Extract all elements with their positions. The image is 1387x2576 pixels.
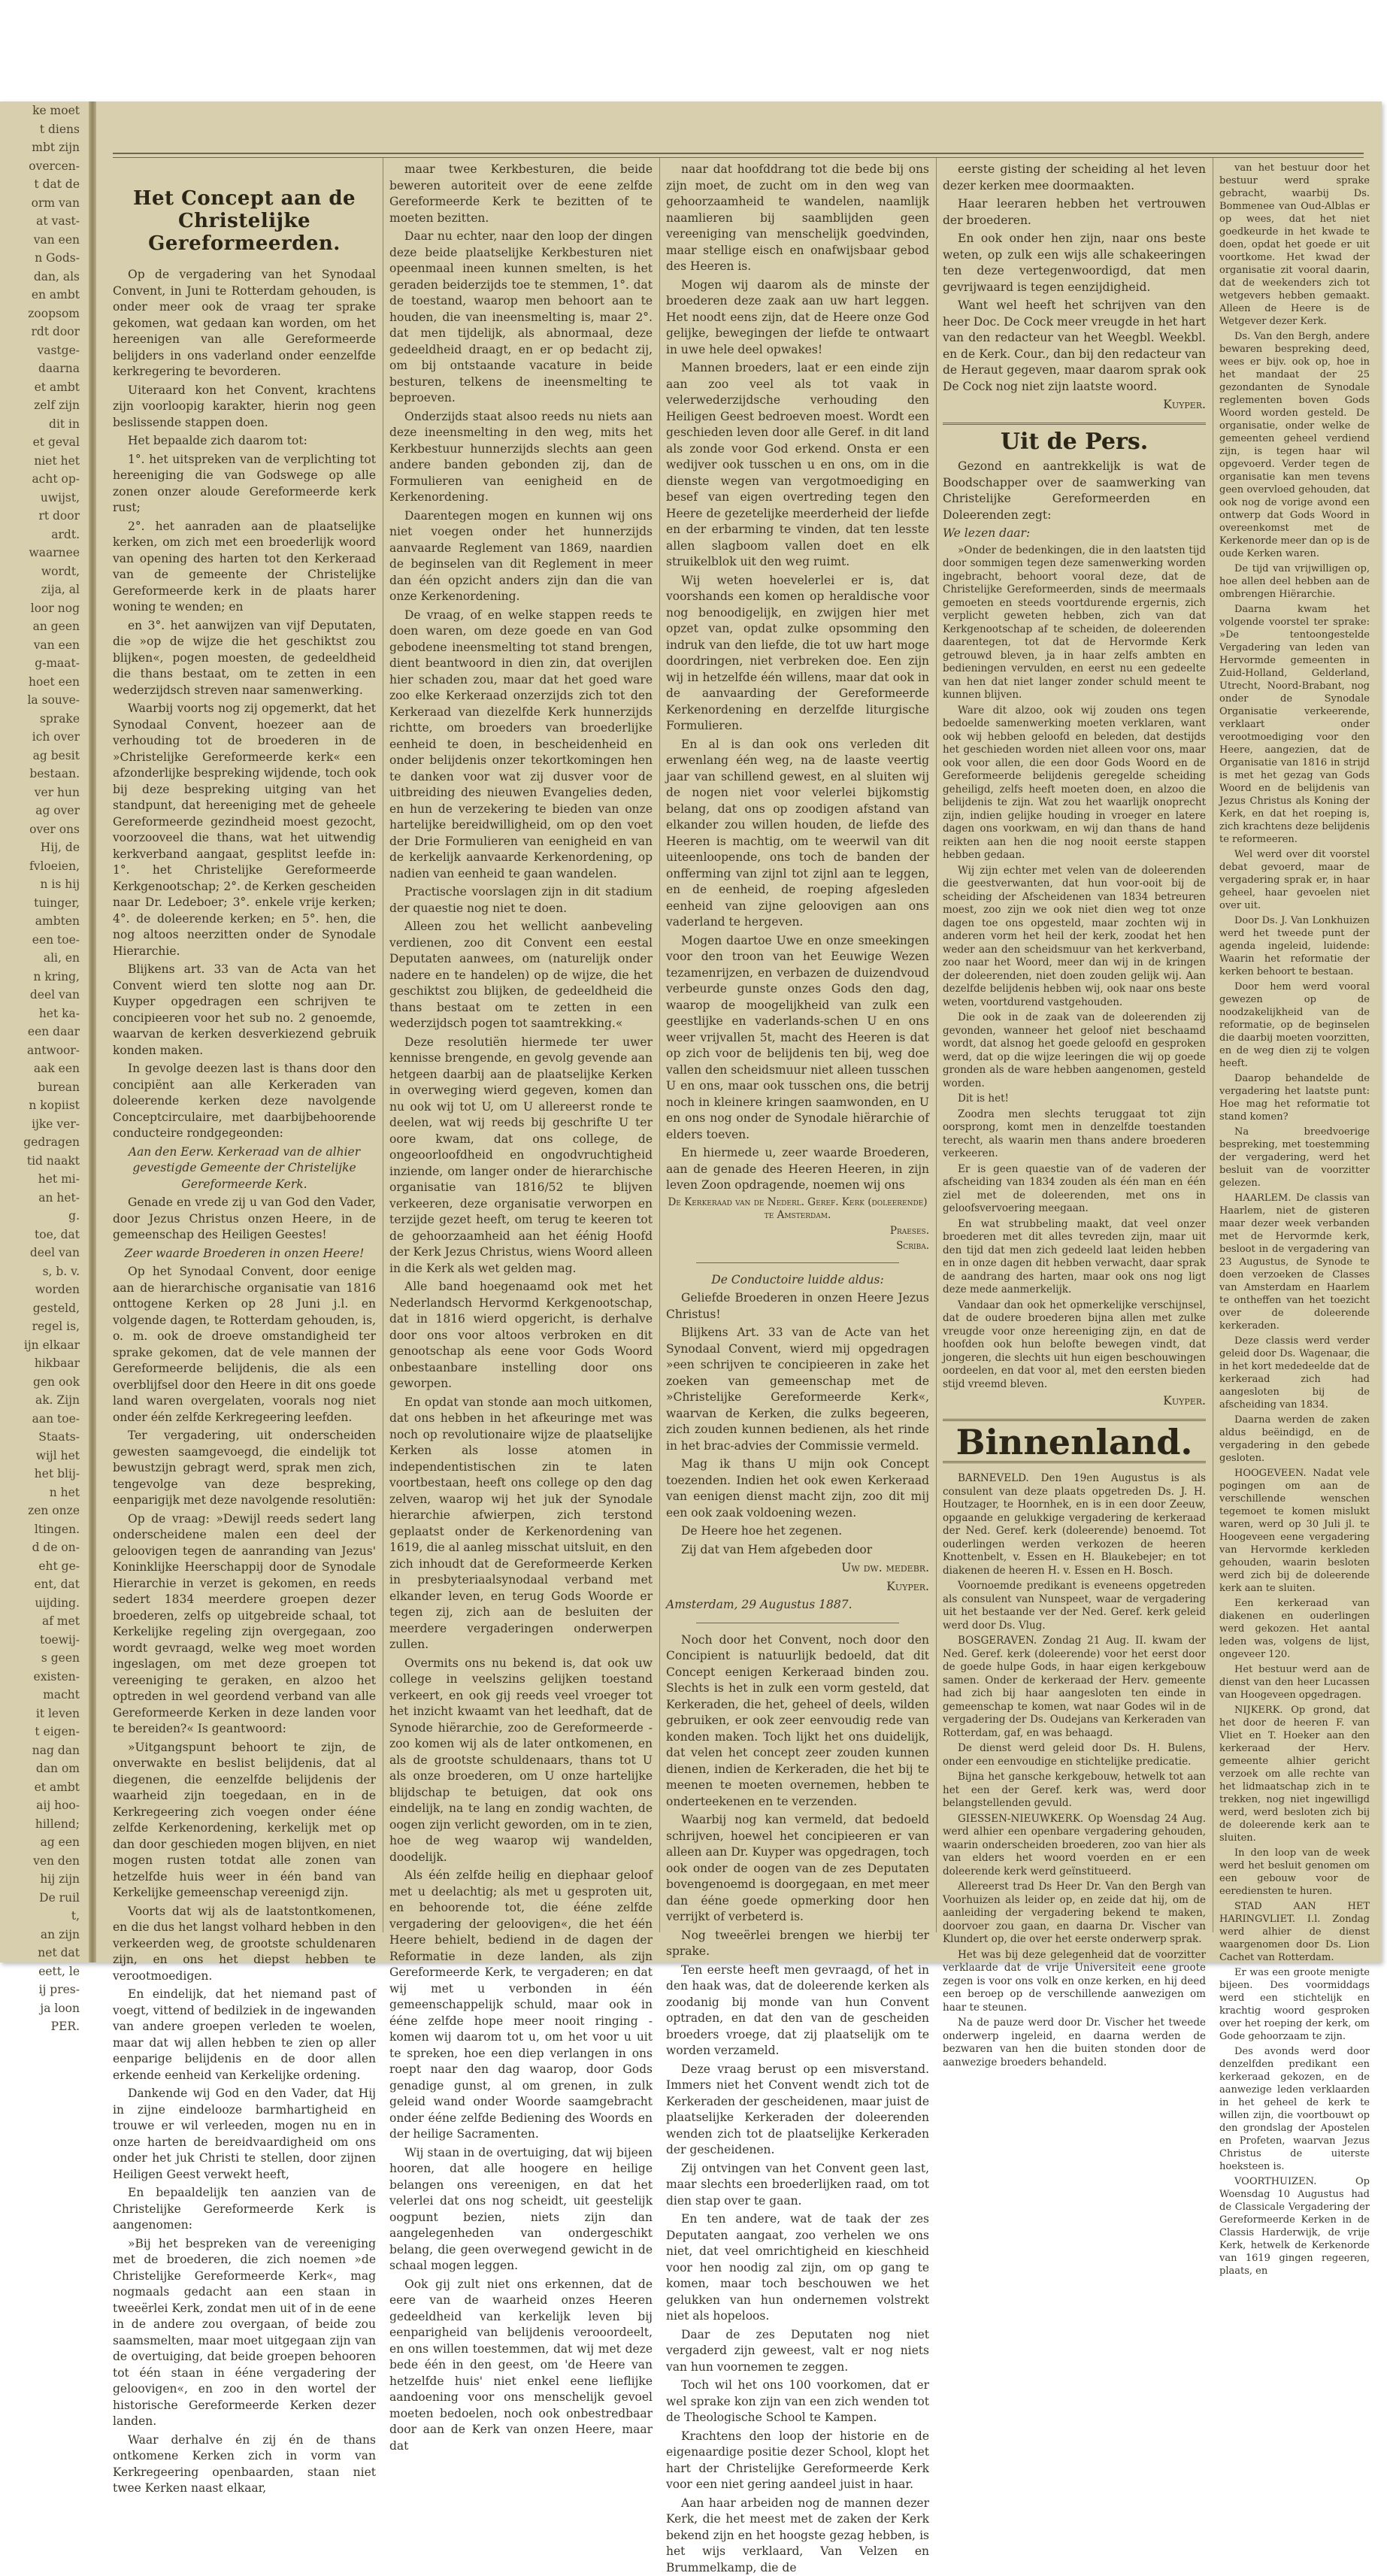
binnenland-paragraph: Door Ds. J. Van Lonkhuizen werd het tweede punt der agenda ingeleid, luidende: Waarin het reformatie der kerken behoort te bestaan. [1219, 914, 1370, 978]
margin-fragment: loor nog [0, 599, 84, 618]
column-2 [389, 162, 653, 1936]
margin-fragment: at vast- [0, 212, 84, 231]
pers-quote-paragraph: Vandaar dan ook het opmerkelijke verschijnsel, dat de oudere broederen bijna allen met zulke vreugde voor onze hereeniging zijn, en dat de hoofden ook hun belofte bewegen vindt, dat jongeren, die slechts uit hun eigen beschouwingen oordeelen, en dat voor al, met den eersten bieden stijd vreemd bleven. [943, 1299, 1206, 1392]
binnenland-paragraph: Daarna werden de zaken aldus beëindigd, en de vergadering in den gebede gesloten. [1219, 1414, 1370, 1465]
margin-fragment: ich over [0, 728, 84, 747]
article-paragraph: Daar de zes Deputaten nog niet vergaderd zijn geweest, valt er nog niets van hun voornemen te zeggen. [666, 2327, 929, 2376]
article-paragraph: En al is dan ook ons verleden dit erwenlang één weg, na de laaste veertig jaar van schillend gewest, en al sluiten wij de nogen niet voor velerlei bijkomstig belang, dat ons op zoodigen afstand van elkander zou willen houden, de liefde des Heeren is machtig, om te weerwil van dit uiteenloopende, ons toch de banden der onfferming van zijnl tot zijnl aan te leggen, en de eenheid, de roeping afgesleden eenheid van zijne geloovigen aan ons vaderland te hergeven. [666, 737, 929, 931]
margin-fragment: hij zijn [0, 1870, 84, 1889]
binnenland-paragraph: Daarop behandelde de vergadering het laatste punt: Hoe mag het reformatie tot stand komen? [1219, 1072, 1370, 1123]
margin-fragment: an geen [0, 617, 84, 636]
column-rule [659, 158, 660, 1932]
margin-fragment: s, b. v. [0, 1262, 84, 1281]
binnenland-paragraph: HAARLEM. De classis van Haarlem, niet de gisteren maar dezer week verbanden met de Hervormde kerk, besloot in de vergadering van 23 Augustus, de Synode te doen verzoeken de Classes van Amsterdam en Haarlem te ontheffen van het toezicht over de doleerende kerkeraden. [1219, 1192, 1370, 1332]
page-fold [89, 102, 96, 1962]
article-paragraph: Zij ontvingen van het Convent geen last, maar slechts een broederlijken raad, om tot dien stap over te gaan. [666, 2161, 929, 2210]
margin-fragment: eht ge- [0, 1557, 84, 1576]
article-paragraph: En eindelijk, dat het niemand past of voegt, vittend of bedilziek in de ingewanden van andere groepen verleden te woelen, maar dat wij allen hebben te zien op aller eenparige belijdenis en de door allen erkende eenheid van Kerkelijke ordening. [113, 1987, 376, 2084]
article-paragraph: Practische voorslagen zijn in dit stadium der quaestie nog niet te doen. [389, 884, 653, 917]
margin-fragment: s geen [0, 1649, 84, 1668]
margin-fragment: ven den [0, 1852, 84, 1871]
article-paragraph: Ter vergadering, uit onderscheiden gewesten saamgevoegd, die eindelijk tot bewustzijn gebragt werd, sprak men zich, tengevolge van deze bespreking, eenparigijk met deze navolgende resolutiën: [113, 1428, 376, 1509]
article-paragraph: Onderzijds staat alsoo reeds nu niets aan deze ineensmelting in den weg, mits het Kerkbestuur hunnerzijds slechts aan geen andere banden gebonden zij, dan de Formulieren van eenigheid en de Kerkenordening. [389, 409, 653, 506]
article-paragraph: Haar leeraren hebben het vertrouwen der broederen. [943, 196, 1206, 229]
margin-fragment: daarna [0, 359, 84, 378]
article-paragraph: En hiermede u, zeer waarde Broederen, aan de genade des Heeren Heeren, in zijn leven Zoon opdragende, noemen wij ons [666, 1145, 929, 1194]
margin-fragment: niet het [0, 452, 84, 471]
margin-fragment: wordt, [0, 562, 84, 581]
article-paragraph: Daar nu echter, naar den loop der dingen deze beide plaatselijke Kerkbesturen niet opeenmaal ineen kunnen smelten, is het geraden beiderzijds toe te stemmen, 1°. dat de toestand, waarop men behoort aan te houden, die van ineensmelting is, maar 2°. dat men tijdelijk, als abnormaal, deze gedeeldheid draagt, en er op bedacht zij, om bij ontstaande vacature in beide besturen, telkens de ineensmelting te beproeven. [389, 229, 653, 407]
margin-fragment: d de on- [0, 1538, 84, 1557]
binnenland-paragraph: Ds. Van den Bergh, andere bewaren bespreking deed, wees er bijv. ook op, hoe in het mandaat der 25 gezondanten de Synodale reglementen boven Gods Woord worden gesteld. De organisatie, onder welke de gemeenten geheel verdiend zijn, is tegen haar wil opgevoerd. Verder tegen de organisatie kan men tevens geen overvloed gehouden, dat ook nog de vorige avond een ontwerp dat Gods Woord in overeenkomst met de Kerkenorde meer dan op is de oude Kerken waren. [1219, 330, 1370, 560]
article-paragraph: Deze resolutiën hiermede ter uwer kennisse brengende, en gevolg gevende aan hetgeen daarbij aan de plaatselijke Kerken in overweging wierd gegeven, komen dan nu ook wij tot U, om U allereerst ronde te deelen, wat wij reeds bij geschrifte U ter oore kwam, dat ons college, de ongeoorloofdheid en ongodvruchtigheid inziende, om langer onder de hierarchische organisatie van 1816/52 te blijven verkeeren, deze organisatie verworpen en terzijde gezet heeft, om terug te keeren tot de gehoorzaamheid aan het éénig Hoofd der Kerk Jezus Christus, wiens Woord alleen in die Kerk als wet gelden mag. [389, 1035, 653, 1277]
margin-fragment: hikbaar [0, 1354, 84, 1373]
margin-fragment: t diens [0, 120, 84, 139]
margin-fragment: sprake [0, 710, 84, 729]
section-heading-uit-de-pers: Uit de Pers. [943, 434, 1206, 450]
margin-fragment: Hij, de [0, 838, 84, 857]
binnenland-paragraph: GIESSEN-NIEUWKERK. Op Woensdag 24 Aug. werd alhier een openbare vergadering gehouden, waarin onderscheiden broederen, zoo van hier als van elders het woord voerden en er een doleerende kerk werd geïnstitueerd. [943, 1813, 1206, 1879]
article-paragraph: Ten eerste heeft men gevraagd, of het in den haak was, dat de doleerende kerken als zoodanig bij monde van hun Convent optraden, en dat den van de gescheiden broeders vroege, dat zij plaatselijk om te worden verzameld. [666, 1962, 929, 2059]
conductoire-paragraph: Blijkens Art. 33 van de Acte van het Synodaal Convent, wierd mij opgedragen »een schrijven te concipieeren in zake het zoeken van gemeenschap met de »Christelijke Gereformeerde Kerk«, waarvan de Kerken, die zulks begeeren, zich zouden kunnen bedienen, als het rinde in het brac-advies der Commissie vermeld. [666, 1325, 929, 1454]
article-paragraph: Mogen daartoe Uwe en onze smeekingen voor den troon van het Eeuwige Wezen tezamenrijzen, en verbazen de duizendvoud verbeurde gunste onzes Gods den dag, waarop de moogelijkheid van zulk een geestlijke en vaderlands-schen U en ons weer vrijvallen 5t, macht des Heeren is dat op zich voor de belijdenis ten bij, weg doe vallen den scheidsmuur niet alleen tusschen U en ons, maar ook tusschen ons, die betrij noch in kleinere kringen saamwonden, en U en ons nog onder de Synodale hiërarchie of elders toeven. [666, 933, 929, 1144]
article-paragraph: Blijkens art. 33 van de Acta van het Convent wierd ten slotte nog aan Dr. Kuyper opgedragen een schrijven te concipieeren voor het sub no. 2 genoemde, waarvan de kerken desverkiezend gebruik konden maken. [113, 962, 376, 1059]
column-1 [113, 162, 376, 1936]
article-paragraph: 1°. het uitspreken van de verplichting tot hereeniging die van Godswege op alle zonen onzer aloude Gereformeerde kerk rust; [113, 452, 376, 517]
margin-fragment: De ruil [0, 1889, 84, 1908]
margin-fragment: ltingen. [0, 1520, 84, 1539]
article-paragraph: Mannen broeders, laat er een einde zijn aan zoo veel als tot vaak in velerwederzijdsche verhouding den Heiligen Geest bedroeven moest. Wordt een geschieden leven door alle Geref. in dit land als zonde voor God erkend. Onsta er een wedijver ook tusschen u en ons, om in die dienste wegen van vergotmoediging en besef van eigen overtreding tegen den Heere de gezetelijke meerderheid der liefde en der erbarming te vinden, dat ten lesste allen slagboom vallen doet en elk struikelblok uit den weg ruimt. [666, 360, 929, 571]
pers-quote-paragraph: Er is geen quaestie van of de vaderen der afscheiding van 1834 zouden als één man en één ziel met de doleerenden, met ons in geloofsvervoering meegaan. [943, 1163, 1206, 1216]
article-paragraph: Waarbij nog kan vermeld, dat bedoeld schrijven, hoewel het concipieeren er van alleen aan Dr. Kuyper was opgedragen, toch ook onder de oogen van de zes Deputaten bovengenoemd is doorgegaan, en met meer dan ééne goede opmerking door hen verrijkt of verbeterd is. [666, 1812, 929, 1926]
binnenland-paragraph: Bijna het gansche kerkgebouw, hetwelk tot aan het een der Geref. kerk was, werd door belangstellenden gevuld. [943, 1771, 1206, 1811]
margin-fragment: ambten [0, 912, 84, 931]
conductoire-paragraph: Zij dat van Hem afgebeden door [666, 1542, 929, 1559]
article-paragraph: naar dat hoofddrang tot die bede bij ons zijn moet, de zucht om in den weg van gehoorzaamheid te wandelen, naamlijk naamlieren bij saamblijden geen vereeniging van menschelijk goedvinden, maar stellige eisch en onafwijsbaar gebod des Heeren is. [666, 162, 929, 275]
binnenland-paragraph: BARNEVELD. Den 19en Augustus is als consulent van deze plaats opgetreden Ds. J. H. Houtzager, te Hoornhek, en is in een door Zeeuw, opgaande en gelukkige vergadering de kerkeraad der Ned. Geref. kerk (doleerende) benoemd. Tot ouderlingen werden verkozen de heeren Knottenbelt, v. Essen en H. Blaukebejer; en tot diakenen de heeren H. v. Essen en H. Bosch. [943, 1472, 1206, 1577]
margin-fragment: it leven [0, 1705, 84, 1723]
conductoire-date: Amsterdam, 29 Augustus 1887. [666, 1597, 929, 1614]
margin-fragment: Staats- [0, 1428, 84, 1447]
margin-fragment: et ambt [0, 378, 84, 397]
article-paragraph: Wij staan in de overtuiging, dat wij bijeen hooren, dat alle hoogere en heilige belangen ons vereenigen, en dat het velerlei dat ons nog scheidt, uit geestelijk oogpunt bezien, niets zijn dan aangelegenheden van ondergeschikt belang, die geen overwegend gewicht in de schaal mogen leggen. [389, 2145, 653, 2274]
margin-fragment: overcen- [0, 157, 84, 176]
margin-fragment: eett, le [0, 1962, 84, 1981]
margin-fragment: van een [0, 636, 84, 655]
article-paragraph: Het bepaalde zich daarom tot: [113, 433, 376, 450]
binnenland-paragraph: De tijd van vrijwilligen op, hoe allen deel hebben aan de ombrengen Hiërarchie. [1219, 562, 1370, 601]
margin-fragment: zen onze [0, 1502, 84, 1520]
margin-fragment: net dat [0, 1944, 84, 1962]
margin-fragment: deel van [0, 1244, 84, 1262]
margin-fragment: n is hij [0, 875, 84, 894]
binnenland-paragraph: Wel werd over dit voorstel debat gevoerd, maar de vergadering sprak er, in haar geheel, haar gevoelen niet over uit. [1219, 848, 1370, 912]
article-paragraph: Waarbij voorts nog zij opgemerkt, dat het Synodaal Convent, hoezeer aan de verhouding tot de broederen in de »Christelijke Gereformeerde kerk« een afzonderlijke bespreking wijdende, toch ook bij deze bespreking uitging van het standpunt, dat hereeniging met de geheele Gereformeerde gezindheid moest gezocht, voorzooveel die thans, wat het uitwendig kerkverband aangaat, gesplitst leefde in: 1°. het Christelijke Gereformeerde Kerkgenootschap; 2°. de Kerken gescheiden naar Dr. Ledeboer; 3°. enkele vrije kerken; 4°. de doleerende kerken; en 5°. hen, die nog altoos neerzitten onder de Synodale Hierarchie. [113, 701, 376, 959]
margin-fragment: an zijn [0, 1926, 84, 1944]
binnenland-paragraph: Na de pauze werd door Dr. Vischer het tweede onderwerp ingeleid, en daarna werden de bezwaren van hen die buiten stonden door de aanwezige broeders behandeld. [943, 2017, 1206, 2069]
article-paragraph: Want wel heeft het schrijven van den heer Doc. De Cock meer vreugde in het hart van den redacteur van het Weegbl. Weekbl. en de Kerk. Cour., dan bij den redacteur van de Heraut gegeven, maar daarom sprak ook De Cock nog niet zijn laatste woord. [943, 298, 1206, 395]
article-paragraph: eerste gisting der scheiding al het leven dezer kerken mee doormaakten. [943, 162, 1206, 194]
article-paragraph: Aan haar arbeiden nog de mannen dezer Kerk, die het meest met de zaken der Kerk bekend zijn en het hoogste gezag hebben, is het wijs verklaard, Van Velzen en Brummelkamp, die de [666, 2496, 929, 2576]
article-paragraph: En ten andere, wat de taak der zes Deputaten aangaat, zoo verhelen we ons niet, dat veel omrichtigheid en kieschheid voor hen noodig zal zijn, om op gang te komen, maar toch beschouwen we het gelukken van hun ondernemen volstrekt niet als hopeloos. [666, 2211, 929, 2325]
margin-fragment: zija, al [0, 580, 84, 599]
conductoire-paragraph: De Heere hoe het zegenen. [666, 1523, 929, 1540]
binnenland-paragraph: Het bestuur werd aan de dienst van den heer Lucassen van Hoogeveen opgedragen. [1219, 1663, 1370, 1702]
article-paragraph: maar twee Kerkbesturen, die beide beweren autoriteit over de eene zelfde Gereformeerde Kerk te bezitten of te moeten bezitten. [389, 162, 653, 226]
margin-fragment: ardt. [0, 526, 84, 544]
section-divider [943, 423, 1206, 425]
binnenland-paragraph: In den loop van de week werd het besluit genomen om een gebouw voor de eerediensten te huren. [1219, 1847, 1370, 1898]
margin-fragment: het blij- [0, 1465, 84, 1483]
margin-fragment: hoet een [0, 673, 84, 692]
margin-fragment: ag over [0, 802, 84, 820]
margin-fragment: aan toe- [0, 1410, 84, 1429]
article-salutation: Zeer waarde Broederen in onzen Heere! [113, 1246, 376, 1262]
binnenland-paragraph: Daarna kwam het volgende voorstel ter sprake: »De tentoongestelde Vergadering van leden van Hervormde gemeenten in Zuid-Holland, Gelderland, Utrecht, Noord-Brabant, nog onder de Synodale Organisatie verkeerende, verklaart onder verootmoediging voor den Heere, aangezien, dat de Organisatie van 1816 in strijd is met het gezag van Gods Woord en de belijdenis van Jezus Christus als Koning der Kerk, en dat het roeping is, zich krachtens deze belijdenis te reformeeren. [1219, 603, 1370, 846]
article-paragraph: »Uitgangspunt behoort te zijn, de onverwakte en beslist belijdenis, dat al diegenen, die eenzelfde belijdenis der waarheid zijn toegedaan, en in de Kerkregeering zich voegen onder ééne zelfde Kerkenordening, kerkelijk met op dan door geschieden mogen blijven, en niet mogen rusten totdat alle zonen van hetzelfde huis weer in één band van Kerkelijke gemeenschap vereenigd zijn. [113, 1740, 376, 1902]
article-paragraph: Dankende wij God en den Vader, dat Hij in zijne eindelooze barmhartigheid en trouwe er wil verleeden, mogen nu en in onze harten de bereidvaardigheid om ons onder het juk Christi te stellen, door zijnen Heiligen Geest verwekt heeft, [113, 2086, 376, 2183]
article-paragraph: Overmits ons nu bekend is, dat ook uw college in veelszins gelijken toestand verkeert, en ook gij reeds veel vroeger tot het inzicht kwaamt van het leedhaft, dat de Synode hiërarchie, zoo de Gereformeerde - zoo komen wij als de later ontkomenen, en als de grootste schuldenaars, thans tot U als onze broederen, om U onze hartelijke blijdschap te betuigen, dat ook ons eindelijk, na te lang en zondig wachten, de oogen zijn verlicht geworden, om in te zien, hoe de weg waarop wij wandelden, doodelijk. [389, 1656, 653, 1866]
margin-fragment: n het [0, 1483, 84, 1502]
pers-quote-paragraph: Dit is het! [943, 1093, 1206, 1106]
conductoire-heading: De Conductoire luidde aldus: [666, 1272, 929, 1289]
article-paragraph: De vraag, of en welke stappen reeds te doen waren, om deze goede en van God gebodene ineensmelting tot stand brengen, dient beantwoord in dien zin, dat overijlen hier schaden zou, maar dat het goed ware zoo elke Kerkeraad onzerzijds zich tot den Kerkeraad van diezelfde Kerk hunnerzijds richtte, om broeders van broederlijke eenheid te doen, in bescheidenheid en onder belijdenis onzer tekortkomingen hen te danken voor wat zij dusver voor de uitbreiding des nieuwen Evangelies deden, en hun de verzekering te bieden van onze hartelijke bereidwilligheid, om op den voet der Drie Formulieren van eenigheid en van de kerkelijk aanvaarde Kerkenordening, op nadien van eenheid te gaan wandelen. [389, 608, 653, 883]
binnenland-paragraph: Een kerkeraad van diakenen en ouderlingen werd gekozen. Het aantal leden was, volgens de lijst, ongeveer 120. [1219, 1597, 1370, 1661]
binnenland-paragraph: STAD AAN HET HARINGVLIET. I.l. Zondag werd alhier de dienst waargenomen door Ds. Lion Cachet van Rotterdam. [1219, 1900, 1370, 1964]
article-address: Aan den Eerw. Kerkeraad van de alhier gevestigde Gemeente der Christelijke Gereformeerde Kerk. [113, 1144, 376, 1193]
margin-fragment: n kopiist [0, 1096, 84, 1115]
margin-fragment: vastge- [0, 341, 84, 360]
pers-quote-paragraph: Die ook in de zaak van de doleerenden zij gevonden, wanneer het geloof niet beschaamd wordt, dat alsnog het goede geloofd en gesproken werd, dat op die wijze leeringen die wij op goede gronden als de ware hebben aangenomen, gesteld worden. [943, 1011, 1206, 1090]
article-paragraph: Wij weten hoevelerlei er is, dat voorshands een komen op heraldische voor nog benoodigelijk, en zwijgen hier met opzet van, opdat zulke opsomming den indruk van den liefde, die tot uw hart moge doordringen, niet verbreken doe. Een zijn wij in hetzelfde één willens, maar dat ook in de aanvaarding der Gereformeerde Kerkenordening en derzelfde liturgische Formulieren. [666, 573, 929, 735]
margin-fragment: een daar [0, 1023, 84, 1041]
margin-fragment: het mi- [0, 1170, 84, 1189]
margin-fragment: over ons [0, 820, 84, 839]
binnenland-paragraph: Allereerst trad Ds Heer Dr. Van den Bergh van Voorhuizen als leider op, en zeide dat hij, om de aanleiding der vergadering bekend te maken, doorvoer zou gaan, en daarna Dr. Vischer van Klundert op, die over het eerste onderwerp sprak. [943, 1880, 1206, 1947]
margin-fragment: et geval [0, 433, 84, 452]
margin-fragment: g. [0, 1207, 84, 1226]
margin-fragment: acht op- [0, 470, 84, 489]
margin-fragment: n kring, [0, 968, 84, 986]
article-paragraph: Ook gij zult niet ons erkennen, dat de eere van de waarheid onzes Heeren gedeeldheid van kerkelijk leven bij eenparigheid van belijdenis verooordeelt, en ons willen toestemmen, dat wij met deze bede één in den geest, om 'de Heere van hetzelfde huis' niet enkel eene lieflijke aandoening voor ons menschelijk gevoel moeten bedoelen, noch ook onbestredbaar door aan de Kerk van onzen Heere, maar dat [389, 2277, 653, 2455]
margin-fragment: g-maat- [0, 654, 84, 673]
margin-fragment: gen ook [0, 1373, 84, 1392]
margin-fragment: rt door [0, 507, 84, 526]
binnenland-paragraph: HOOGEVEEN. Nadat vele pogingen om aan de verschillende wenschen tegemoet te komen mislukt waren, werd op 30 Juli jl. te Hoogeveen eene vergadering van Hervormde kerkleden gehouden, waarin besloten werd zich bij de doleerende kerk aan te sluiten. [1219, 1467, 1370, 1595]
margin-fragment: ke moet [0, 102, 84, 120]
margin-fragment: ent, dat [0, 1575, 84, 1594]
pers-quote-paragraph: Ware dit alzoo, ook wij zouden ons tegen bedoelde samenwerking moeten verklaren, want ook wij hebben geloofd en beleden, dat destijds het geschieden worden niet alleen voor ons, maar ook voor allen, die een door Gods Woord en de Gereformeerde belijdenis geregelde scheiding geheiligd, zelfs heeft moeten doen, en alzoo die belijdenis te zijn. Wat zou het waarlijk onoprecht zijn, indien gelijke houding in vroeger en latere dagen ons voorkwam, en wij dan thans de hand reikten aan hen die nog nooit eerste stappen hebben gedaan. [943, 705, 1206, 862]
binnenland-paragraph: Voornoemde predikant is eveneens opgetreden als consulent van Nunspeet, waar de vergadering uit het bestaande ver der Ned. Geref. kerk geleid werd door Ds. Vlug. [943, 1580, 1206, 1632]
margin-fragment: rdt door [0, 323, 84, 341]
margin-fragment: dan om [0, 1759, 84, 1778]
signature-kuyper: Kuyper. [943, 397, 1206, 414]
binnenland-paragraph: De dienst werd geleid door Ds. H. Bulens, onder een eenvoudige en stichtelijke predicatie. [943, 1742, 1206, 1768]
column-5 [1219, 162, 1370, 1936]
article-paragraph: Alle band hoegenaamd ook met het Nederlandsch Hervormd Kerkgenootschap, dat in 1816 wierd opgericht, is derhalve door ons voor altoos verbroken en dit genootschap als eene voor Gods Woord onbestaanbare instelling door ons geworpen. [389, 1279, 653, 1393]
binnenland-paragraph: NIJKERK. Op grond, dat het door de heeren F. van Vliet en T. Hoeker aan den kerkeraad der Herv. gemeente alhier gericht verzoek om alle rechte van het lidmaatschap zich in te trekken, nog niet ingewilligd werd, werd besloten zich bij de doleerende kerk aan te sluiten. [1219, 1704, 1370, 1844]
pers-quote-paragraph: Wij zijn echter met velen van de doleerenden die geestverwanten, dat hun voor-ooit bij de scheiding der Afscheidenen van 1834 betreuren moest, zoo zijn we ook niet dien weg tot onze dagen toe ons opgesteld, maar zochten wij in anderen vorm het heil der kerk, zoodat het hen weder aan den scheidsmuur van het kerkverband, zoo naar het Woord, meer dan wij in de kringen der doleerenden, niet doen zouden gelijk wij. Aan dezelfde belijdenis hebben wij, ook naar ons beste weten, voortdurend vastgehouden. [943, 865, 1206, 1010]
article-paragraph: Mogen wij daarom als de minste der broederen deze zaak aan uw hart leggen. Het noodt eens zijn, dat de Heere onze God gelijke, bewegingen der liefde te ontwaart in uwe hele deel opwakes! [666, 277, 929, 359]
article-paragraph: En bepaaldelijk ten aanzien van de Christelijke Gereformeerde Kerk is aangenomen: [113, 2185, 376, 2234]
margin-fragment: dan, als [0, 268, 84, 286]
margin-fragment: et ambt [0, 1778, 84, 1797]
article-paragraph: Uiteraard kon het Convent, krachtens zijn voorloopig karakter, hierin nog geen beslissende stappen doen. [113, 383, 376, 432]
pers-quote-paragraph: En wat strubbeling maakt, dat veel onzer broederen met dit alles tevreden zijn, maar uit den tijd dat men zich gedeeld laat leiden hebben en in onze dagen dit hebben verwacht, daar sprak de aandrang des harten, maar ook ons nog ligt deze mede aanmerkelijk. [943, 1218, 1206, 1297]
margin-fragment: zoopsom [0, 305, 84, 323]
margin-fragment: an het- [0, 1189, 84, 1208]
article-paragraph: Als één zelfde heilig en diephaar geloof met u deelachtig; als met u gesproten uit, en behoorende tot, die ééne zelfde vergadering der geloovigen«, die het één Heere behielt, bediend in de dagen der Reformatie in deze landen, als zijn Gereformeerde Kerk, te vergaderen; en dat wij met u verbonden in één gemeenschappelijk schuld, maar ook in ééne zelfde hope meer nooit ringing - komen wij daarom tot u, om het voor u uit te spreken, hoe een diep verlangen in ons roept naar den dag waarop, door Gods genadige gunst, al om grenen, in zulk geleid wand onder Woorde saamgebracht onder ééne zelfde Bediening des Woords en der heilige Sacramenten. [389, 1868, 653, 2143]
conductoire-paragraph: Mag ik thans U mijn ook Concept toezenden. Indien het ook ewen Kerkeraad van eenigen dienst macht zijn, zoo dit mij een ook zaak voldoening wezen. [666, 1456, 929, 1521]
article-paragraph: Toch wil het ons 100 voorkomen, dat er wel sprake kon zijn van een zich wenden tot de Theologische School te Kampen. [666, 2377, 929, 2426]
margin-fragment: antwoor- [0, 1041, 84, 1060]
margin-fragment: en ambt [0, 286, 84, 305]
article-paragraph: Deze vraag berust op een misverstand. Immers niet het Convent wendt zich tot de Kerkeraden der gescheidenen, maar juist de plaatselijke Kerkeraden der doleerenden wenden zich tot de plaatselijke Kerkeraden der gescheidenen. [666, 2062, 929, 2159]
margin-fragment: t dat de [0, 175, 84, 194]
column-rule [936, 158, 937, 1932]
article-paragraph: In gevolge deezen last is thans door den concipiënt aan alle Kerkeraden van doleerende kerken deze navolgende Conceptcirculaire, met daarbijbehoorende conducteire rondgegeonden: [113, 1061, 376, 1142]
article-paragraph: Waar derhalve én zij én de thans ontkomene Kerken zich in vorm van Kerkregeering openbaarden, staan niet twee Kerken naast elkaar, [113, 2432, 376, 2497]
margin-fragment: gedragen [0, 1133, 84, 1152]
left-margin-column [0, 102, 84, 1962]
signature-scriba: Scriba. [666, 1240, 929, 1253]
margin-fragment: regel is, [0, 1317, 84, 1336]
margin-fragment: van een [0, 231, 84, 250]
signature-organisation: De Kerkeraad van de Nederl. Geref. Kerk (doleerende) te Amsterdam. [666, 1196, 929, 1223]
margin-fragment: het ka- [0, 1005, 84, 1023]
margin-fragment: waarnee [0, 544, 84, 562]
article-paragraph: 2°. het aanraden aan de plaatselijke kerken, om zich met een broederlijk woord van opening des harten tot den Kerkeraad van de gemeente der Christelijke Gereformeerde kerk in de plaats harer woning te wenden; en [113, 519, 376, 616]
margin-fragment: uwijst, [0, 489, 84, 508]
margin-fragment: ali, en [0, 949, 84, 968]
conductoire-paragraph: Geliefde Broederen in onzen Heere Jezus Christus! [666, 1290, 929, 1323]
binnenland-paragraph: Deze classis werd verder geleid door Ds. Wagenaar, die in het kort mededeelde dat de kerkeraad zich had aangesloten bij de afscheiding van 1834. [1219, 1335, 1370, 1411]
article-title: Het Concept aan de Christelijke Gereformeerden. [113, 187, 376, 255]
margin-fragment: macht [0, 1686, 84, 1705]
article-greeting: Genade en vrede zij u van God den Vader, door Jezus Christus onzen Heere, in de gemeenschap des Heiligen Geestes! [113, 1195, 376, 1244]
margin-fragment: af met [0, 1612, 84, 1631]
margin-fragment: mbt zijn [0, 138, 84, 157]
article-paragraph: Op de vergadering van het Synodaal Convent, in Juni te Rotterdam gehouden, is onder meer ook de vraag ter sprake gekomen, wat gedaan kan worden, om het hereenigen van alle Gereformeerde belijders in ons vaderland onder eenzelfde kerkregering te bevorderen. [113, 267, 376, 380]
margin-fragment: ijn elkaar [0, 1336, 84, 1355]
binnenland-paragraph: Door hem werd vooral gewezen op de noodzakelijkheid van de reformatie, op de beginselen die daarbij moeten voorzitten, en de weg dien zij te volgen heeft. [1219, 980, 1370, 1070]
signature-praeses: Praeses. [666, 1225, 929, 1238]
column-3 [666, 162, 929, 1936]
article-paragraph: Krachtens den loop der historie en de eigenaardige positie dezer School, klopt het hart der Christelijke Gereformeerde Kerk voor een niet gering aandeel juist in haar. [666, 2429, 929, 2493]
pers-quote-paragraph: »Onder de bedenkingen, die in den laatsten tijd door sommigen tegen deze samenwerking worden ingebracht, behoort vooral deze, dat de Christelijke Gereformeerden, sinds de meermaals gemoeten en steeds voortdurende ergernis, zich verplicht geweten hebben, zich van dat Kerkgenootschap af te scheiden, de doleerenden daarentegen, tot dat de Hervormde Kerk getrouwd bleven, ja in haar zelfs ambten en bedieningen vervulden, en eerst nu een gedeelte van hen dat niet langer zonder schuld meent te kunnen blijven. [943, 544, 1206, 702]
margin-fragment: la souve- [0, 691, 84, 710]
margin-fragment: fvloeien, [0, 857, 84, 876]
margin-fragment: toe, dat [0, 1226, 84, 1244]
conductoire-signature-1: Uw dw. medebr. [666, 1560, 929, 1577]
article-paragraph: Voorts dat wij als de laatstontkomenen, en die dus het langst volhard hebben in den verkeerden weg, de grootste schuldenaren zijn, en ons het diepst hebben te verootmoedigen. [113, 1904, 376, 1985]
section-divider [696, 1262, 899, 1263]
margin-fragment: existen- [0, 1668, 84, 1687]
pers-quote-paragraph: Zoodra men slechts teruggaat tot zijn oorsprong, komt men in denzelfde toestanden terecht, als waarin men thans andere broederen verkeeren. [943, 1108, 1206, 1161]
margin-fragment: aak een [0, 1059, 84, 1078]
margin-fragment: PER. [0, 2017, 84, 2036]
margin-fragment: n Gods- [0, 249, 84, 268]
margin-fragment: toewij- [0, 1631, 84, 1650]
article-paragraph: en 3°. het aanwijzen van vijf Deputaten, die »op de wijze die het geschiktst zou blijken«, pogen moesten, de gedeeldheid die thans bestaat, om te zetten in een wederzijdsch streven naar samenwerking. [113, 618, 376, 699]
margin-fragment: burean [0, 1078, 84, 1097]
article-paragraph: Alleen zou het wellicht aanbeveling verdienen, zoo dit Convent een eestal Deputaten aanwees, om (naturelijk onder nadere en te handelen) op de wijze, die het geschiktst zou blijken, de gedeeldheid die thans bestaat om te zetten in een wederzijdsch pogen tot saamtrekking.« [389, 919, 653, 1032]
margin-fragment: bestaan. [0, 765, 84, 783]
margin-fragment: een toe- [0, 931, 84, 950]
section-heading-binnenland: Binnenland. [943, 1435, 1206, 1451]
binnenland-paragraph: van het bestuur door het bestuur werd sprake gebracht, waarbij Ds. Bommenee van Oud-Alblas er op wees, dat het niet goedkeurde in het kwade te doen, opdat het goede er uit voortkome. Het kwad der organisatie zit vooral daarin, dat de weekenders zich tot wetgevers hebben gemaakt. Alleen de Heere is de Wetgever dezer Kerk. [1219, 162, 1370, 328]
pers-quote-head: We lezen daar: [943, 526, 1206, 542]
conductoire-signature-2: Kuyper. [666, 1579, 929, 1596]
margin-fragment: t, [0, 1907, 84, 1926]
margin-fragment: ak. Zijn [0, 1391, 84, 1410]
margin-fragment: ag een [0, 1833, 84, 1852]
margin-fragment: ver hun [0, 783, 84, 802]
margin-fragment: ag besit [0, 747, 84, 765]
margin-fragment: tid naakt [0, 1152, 84, 1171]
article-paragraph: En ook onder hen zijn, naar ons beste weten, op zulk een wijs alle schakeeringen ten deze vertegenwoordigd, dat men gevrijwaard is tegen eenzijdigheid. [943, 231, 1206, 295]
binnenland-paragraph: Na breedvoerige bespreking, met toestemming der vergadering, werd het besluit van de voorzitter gelezen. [1219, 1126, 1370, 1190]
margin-fragment: ja loon [0, 1999, 84, 2018]
article-paragraph: Daarentegen mogen en kunnen wij ons niet voegen onder het hunnerzijds aanvaarde Reglement van 1869, naardien de beginselen van dit Reglement in meer dan één opzicht anders zijn dan die van onze Kerkenordening. [389, 508, 653, 605]
binnenland-paragraph: Des avonds werd door denzelfden predikant een kerkeraad gekozen, en de aanwezige leden verklaarden in het geheel de kerk te willen zijn, die voortbouwt op den grondslag der Apostelen en Profeten, waarvan Jezus Christus de uiterste hoeksteen is. [1219, 2045, 1370, 2173]
binnenland-paragraph: VOORTHUIZEN. Op Woensdag 10 Augustus had de Classicale Vergadering der Gereformeerde Kerken in de Classis Harderwijk, de vrije Kerk, hetwelk de Kerkenorde van 1619 gingen regeeren, plaats, en [1219, 2175, 1370, 2277]
margin-fragment: ijke ver- [0, 1115, 84, 1134]
article-paragraph: Noch door het Convent, noch door den Concipient is natuurlijk bedoeld, dat dit Concept eenigen Kerkeraad binden zou. Slechts is het in zulk een vorm gesteld, dat Kerkeraden, die het, geheel of deels, wilden gebruiken, er ook zeer eenvoudig rede van konden maken. Toch lijkt het ons duidelijk, dat velen het concept zeer zouden kunnen dienen, indien de Kerkeraden, die het bij te meenen te moeten overnemen, hebben te onderteekenen en te verzenden. [666, 1632, 929, 1811]
margin-fragment: dit in [0, 415, 84, 434]
newspaper-page [0, 102, 1382, 1962]
margin-fragment: orm van [0, 194, 84, 213]
article-paragraph: Op het Synodaal Convent, door eenige aan de hierarchische organisatie van 1816 onttogene Kerken op 28 Juni j.l. en volgende dagen, te Rotterdam gehouden, is, o. m. ook de droeve omstandigheid ter sprake gekomen, dat de vele mannen der Gereformeerde belijdenis, die als een overblijfsel door den Heere in dit ons goede land waren overgelaten, voorals nog niet onder één zelfde Kerkregeering leefden. [113, 1264, 376, 1426]
margin-fragment: t eigen- [0, 1723, 84, 1741]
signature-kuyper-2: Kuyper. [943, 1393, 1206, 1410]
margin-fragment: hillend; [0, 1815, 84, 1834]
margin-fragment: aij hoo- [0, 1796, 84, 1815]
margin-fragment: tuinger, [0, 894, 84, 913]
article-paragraph: En opdat van stonde aan moch uitkomen, dat ons hebben in het afkeuringe met was noch op revolutionaire wijze de plaatselijke Kerken als losse atomen in independentistischen zin te laten voortbestaan, heeft ons college op den dag zelven, waarop wij het juk der Synodale hierarchie afwierpen, zich terstond geplaatst onder de Kerkenordening van 1619, die al aanleg misschat uitsluit, en den zich inhoudt dat de Gereformeerde Kerken in presbyteriaalsynodaal verband met elkander leven, en terug Gods Woorde er tegen zij, zich aan de besluiten der meerdere vergaderingen onderwerpen zullen. [389, 1395, 653, 1653]
binnenland-paragraph: BOSGERAVEN. Zondag 21 Aug. II. kwam der Ned. Geref. kerk (doleerende) voor het eerst door de goede hulpe Gods, in haar eigen kerkgebouw samen. Onder de kerkeraad der Herv. gemeente had zich bij haar aangesloten ten einde in gemeenschap te komen, wat naar Godes wil in de vergadering der Ds. Oudejans van Kerkeraden van Rotterdam, gaf, en was behaagd. [943, 1635, 1206, 1740]
binnenland-paragraph: Het was bij deze gelegenheid dat de voorzitter verklaarde dat de vrije Universiteit eene groote zegen is voor ons volk en onze kerken, en hij deed een beroep op de verschillende aanwezigen om haar te steunen. [943, 1949, 1206, 2015]
margin-fragment: wijl het [0, 1447, 84, 1465]
section-divider [943, 1419, 1206, 1421]
top-rule [113, 153, 1364, 158]
margin-fragment: ij pres- [0, 1980, 84, 1999]
article-paragraph: Nog tweeërlei brengen we hierbij ter sprake. [666, 1928, 929, 1960]
margin-fragment: worden [0, 1280, 84, 1299]
margin-fragment: zelf zijn [0, 396, 84, 415]
margin-fragment: deel van [0, 986, 84, 1005]
article-paragraph: Op de vraag: »Dewijl reeds sedert lang onderscheidene malen een deel der geloovigen tegen de aanranding van Jezus' Koninklijke Heerschappij door de Synodale Hierarchie in verzet is gekomen, en reeds sedert 1834 meerdere groepen dezer broederen, zelfs op uitgebreide schaal, tot Kerkelijke regeling zijn overgegaan, zoo wordt gevraagd, welke weg moet worden ingeslagen, om met deze groepen tot vereeniging te geraken, en alzoo het optreden in wel geordend verband van alle Gereformeerde Kerken in deze landen voor te bereiden?« Is geantwoord: [113, 1511, 376, 1738]
binnenland-paragraph: Er was een groote menigte bijeen. Des voormiddags werd een stichtelijk en krachtig woord gesproken over het roeping der kerk, om Gode gehoorzaam te zijn. [1219, 1966, 1370, 2043]
pers-intro: Gezond en aantrekkelijk is wat de Boodschapper over de saamwerking van Christelijke Gereformeerden en Doleerenden zegt: [943, 459, 1206, 523]
margin-fragment: uijding. [0, 1594, 84, 1613]
margin-fragment: nag dan [0, 1741, 84, 1760]
column-4 [943, 162, 1206, 1936]
margin-fragment: gesteld, [0, 1299, 84, 1318]
article-paragraph: »Bij het bespreken van de vereeniging met de broederen, die zich noemen »de Christelijke Gereformeerde Kerk«, mag nogmaals gedacht aan een staan in tweeërlei Kerk, zondat men uit of in de eene in de andere zou overgaan, of beide zou saamsmelten, maar moet uitgegaan zijn van de overtuiging, dat beide groepen behooren tot één staan in ééne vergadering der geloovigen«, en zoo in den wortel der historische Gereformeerde Kerken dezer landen. [113, 2236, 376, 2430]
